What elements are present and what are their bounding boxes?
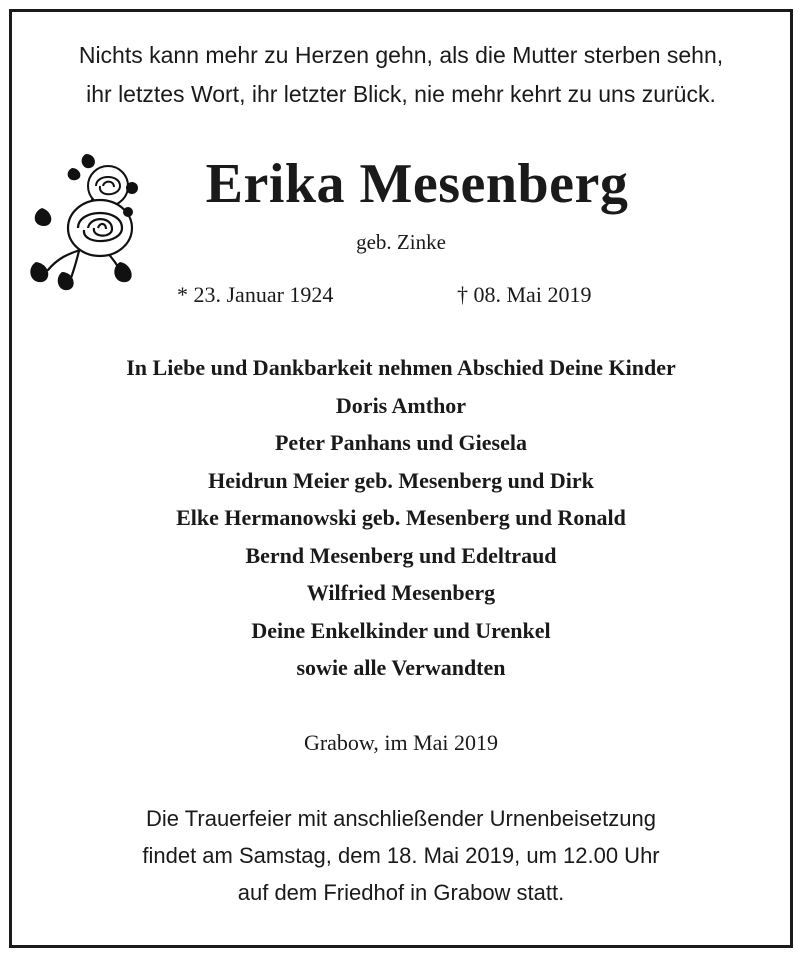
mourner-line: Deine Enkelkinder und Urenkel — [251, 617, 551, 643]
mourner-line: Peter Panhans und Giesela — [274, 430, 527, 455]
birth-date: * 23. Januar 1924 — [177, 282, 334, 307]
place-date: Grabow, im Mai 2019 — [303, 730, 499, 755]
poem-line-1: Nichts kann mehr zu Herzen gehn, als die Mutter sterben sehn, — [78, 42, 724, 68]
mourner-line: Doris Amthor — [335, 392, 467, 418]
funeral-notice-line-1: Die Trauerfeier mit anschließender Urnenbeisetzung — [146, 806, 656, 831]
mourner-line: sowie alle Verwandten — [296, 655, 506, 680]
mourner-line: Heidrun Meier geb. Mesenberg und Dirk — [208, 467, 594, 493]
maiden-name: geb. Zinke — [356, 230, 446, 254]
funeral-notice-line-2: findet am Samstag, dem 18. Mai 2019, um 12.00 Uhr — [142, 843, 660, 868]
mourner-line: Bernd Mesenberg und Edeltraud — [245, 542, 557, 568]
obituary-notice — [9, 9, 793, 948]
mourner-line: Elke Hermanowski geb. Mesenberg und Ronald — [176, 505, 626, 530]
death-date: † 08. Mai 2019 — [457, 282, 592, 307]
mourner-line: Wilfried Mesenberg — [306, 580, 496, 605]
mourners-intro: In Liebe und Dankbarkeit nehmen Abschied Deine Kinder — [126, 355, 676, 380]
deceased-name: Erika Mesenberg — [205, 153, 629, 215]
funeral-notice-line-3: auf dem Friedhof in Grabow statt. — [237, 880, 565, 905]
poem-line-2: ihr letztes Wort, ihr letzter Blick, nie mehr kehrt zu uns zurück. — [86, 81, 716, 107]
